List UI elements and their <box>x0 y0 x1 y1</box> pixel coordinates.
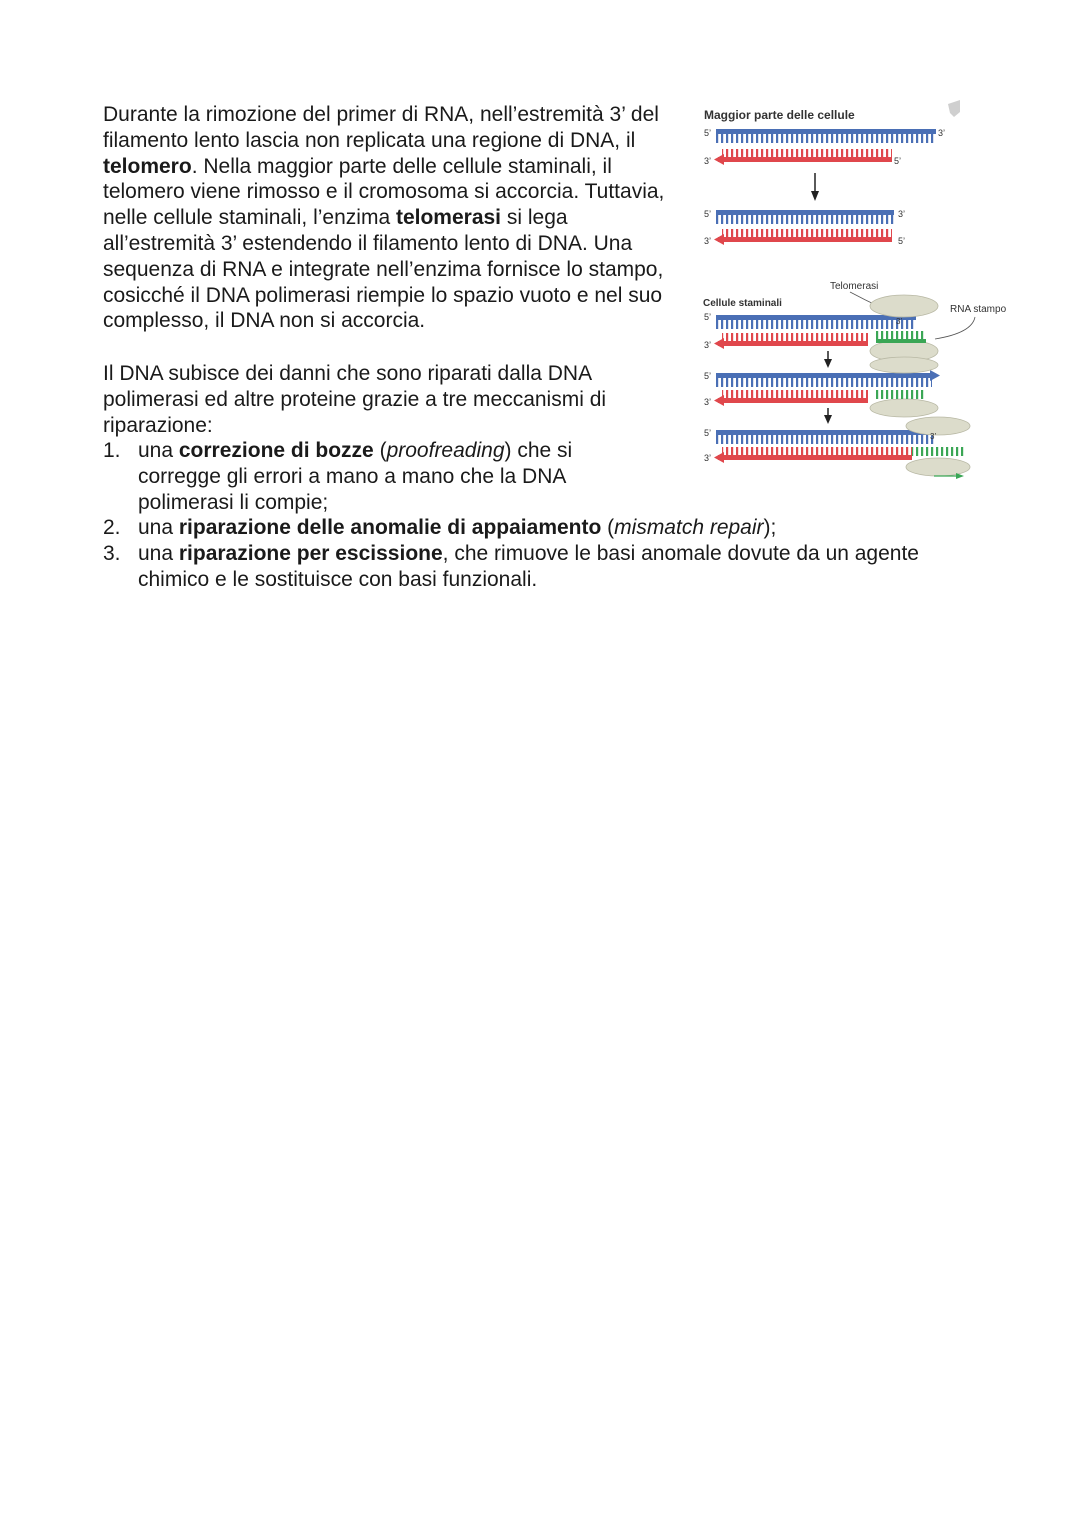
end-label: 3’ <box>704 236 712 246</box>
red-strand-bases <box>722 229 892 238</box>
text-span: Durante la rimozione del primer di RNA, nell’estremità 3’ del filamento lento lascia non replicata una regione di DNA, il <box>103 103 659 152</box>
rna-template-bases <box>876 331 926 340</box>
end-label: 5’ <box>704 312 712 322</box>
telomerase-enzyme <box>906 417 970 435</box>
dna-duplex-5 <box>704 417 970 479</box>
corner-arrow-icon <box>948 100 960 117</box>
telomerase-enzyme <box>870 295 938 317</box>
blue-strand-bases <box>716 435 936 444</box>
term-excision: riparazione per escissione <box>178 542 443 566</box>
end-label: 5’ <box>898 236 906 246</box>
down-arrow-icon <box>824 351 832 368</box>
red-arrowhead <box>714 338 724 349</box>
paragraph-telomere <box>103 102 683 334</box>
red-strand-bases <box>722 149 892 158</box>
end-label: 3’ <box>704 397 712 407</box>
text-span: una <box>138 542 179 566</box>
telomerase-enzyme <box>906 458 970 476</box>
blue-strand-bases <box>716 378 932 387</box>
end-label: 3’ <box>930 432 937 441</box>
end-label: 5’ <box>704 128 712 138</box>
red-strand-bases <box>722 333 868 342</box>
end-label: 5’ <box>704 371 712 381</box>
term-mismatch: riparazione delle anomalie di appaiamento <box>178 516 602 540</box>
term-telomero: telomero <box>103 154 192 178</box>
red-strand <box>718 157 892 162</box>
dna-duplex-2 <box>704 209 905 246</box>
label-stem-cells: Cellule staminali <box>703 298 782 309</box>
telomerase-enzyme <box>870 399 938 417</box>
red-strand-bases <box>722 390 868 399</box>
dna-duplex-1 <box>704 128 945 166</box>
text-span: una <box>138 516 179 540</box>
list-number: 1. <box>103 439 121 462</box>
list-item <box>103 515 973 541</box>
text-span: si lega all’estremità 3’ estendendo il filamento lento di DNA. Una sequenza di RNA e integrate nell’enzima fornisce lo stampo, cosicché il DNA polimerasi riempie lo spazio vuoto e nel suo complesso, il DNA non si accorcia. <box>103 206 664 333</box>
text-span: ( <box>373 439 387 462</box>
red-strand <box>718 341 868 346</box>
down-arrow-icon <box>824 408 832 424</box>
term-telomerasi: telomerasi <box>395 206 502 230</box>
text-span: ( <box>601 516 615 540</box>
label-telomerase: Telomerasi <box>830 281 879 292</box>
text-span: ); <box>763 516 777 540</box>
rna-template <box>876 339 926 343</box>
blue-strand-bases <box>716 215 894 224</box>
leader-line <box>935 317 975 339</box>
term-italic: mismatch repair <box>614 516 764 540</box>
red-arrowhead <box>714 154 724 165</box>
blue-strand-bases <box>716 134 936 143</box>
end-label: 3’ <box>704 156 712 166</box>
term-italic: proofreading <box>386 439 505 462</box>
end-label: 5’ <box>894 156 902 166</box>
label-most-cells: Maggior parte delle cellule <box>704 108 855 122</box>
rna-template-bases <box>912 447 964 456</box>
dna-duplex-4 <box>704 357 940 417</box>
list-number: 3. <box>103 542 121 566</box>
telomerase-figure <box>690 95 1030 490</box>
red-strand <box>718 455 912 460</box>
text-span: una <box>138 439 179 462</box>
list-item <box>103 541 973 593</box>
list-number: 2. <box>103 516 121 540</box>
blue-strand <box>716 373 932 378</box>
red-strand <box>718 237 892 242</box>
telomerase-enzyme <box>870 357 938 373</box>
end-label: 3’ <box>898 209 906 219</box>
end-label: 5’ <box>704 209 712 219</box>
end-label: 3’ <box>704 453 712 463</box>
red-arrowhead <box>714 395 724 406</box>
red-strand <box>718 398 868 403</box>
text-span: ) che si corregge gli errori a mano a mano che la DNA polimerasi li compie; <box>138 439 573 514</box>
red-arrowhead <box>714 452 724 463</box>
down-arrow-icon <box>811 173 819 201</box>
end-label: 5’ <box>704 428 712 438</box>
end-label: 3’ <box>896 317 903 326</box>
end-label: 3’ <box>938 128 946 138</box>
rna-template-bases <box>876 390 926 399</box>
term-proofreading: correzione di bozze <box>178 439 374 462</box>
blue-strand <box>716 210 894 215</box>
red-arrowhead <box>714 234 724 245</box>
text-span: , che rimuove le basi anomale dovute da un agente chimico e le sostituisce con basi funzionali. <box>138 542 919 591</box>
paragraph-dna-repair: Il DNA subisce dei danni che sono riparati dalla DNA polimerasi ed altre proteine grazie a tre meccanismi di riparazione: <box>103 362 607 437</box>
end-label: 3’ <box>704 340 712 350</box>
red-strand-bases <box>722 447 912 456</box>
blue-strand-bases <box>716 320 916 329</box>
blue-strand <box>716 129 936 134</box>
text-span: . Nella maggior parte delle cellule staminali, il telomero viene rimosso e il cromosoma si accorcia. Tuttavia, nelle cellule staminali, l’enzima <box>103 154 665 230</box>
blue-strand <box>716 430 936 435</box>
list-item <box>103 438 598 515</box>
label-rna-template: RNA stampo <box>950 304 1007 315</box>
